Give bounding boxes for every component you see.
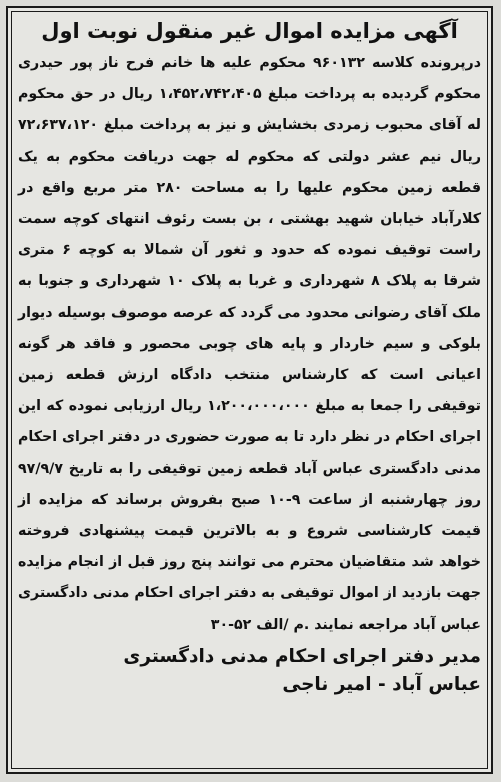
signature-line-1: مدیر دفتر اجرای احکام مدنی دادگستری bbox=[123, 645, 481, 667]
notice-body: درپرونده کلاسه ۹۶۰۱۳۲ محکوم علیه ها خانم فرح ناز پور حیدری محکوم گردیده به پرداخت مبلغ ۱،۴۵۲،۷۴۲،۴۰۵ ریال در حق محکوم له آقای محبوب زمردی بخشایش و نیز به پرداخت مبلغ ۷۲،۶۳۷،۱۲۰ ریال نیم عشر دولتی که محکوم له جهت دریافت محکوم به یک قطعه زمین محکوم علیها را به مساحت ۲۸۰ متر مربع واقع در کلارآباد خیابان شهید بهشتی ، بن بست رئوف انتهای کوچه سمت راست توقیف نموده که حدود و ثغور آن شمالا به کوچه ۶ متری شرقا به پلاک ۸ شهرداری و غربا به پلاک ۱۰ شهرداری و جنوبا به ملک آقای رضوانی محدود می گردد که عرصه موصوف بوسیله دیوار بلوکی و سیم خاردار و پایه های چوبی محصور و فاقد هر گونه اعیانی است که کارشناس منتخب دادگاه ارزش قطعه زمین توقیفی را جمعا به مبلغ ۱،۲۰۰،۰۰۰،۰۰۰ ریال ارزیابی نموده که این اجرای احکام در نظر دارد تا به صورت حضوری در دفتر اجرای احکام مدنی دادگستری عباس آباد قطعه زمین توقیفی را به تاریخ ۹۷/۹/۷ روز چهارشنبه از ساعت ۹-۱۰ صبح بفروش برساند که مزایده از قیمت کارشناسی شروع و به بالاترین قیمت پیشنهادی فروخته خواهد شد متقاضیان محترم می توانند پنج روز قبل از انجام مزایده جهت بازدید از اموال توقیفی به دفتر اجرای احکام مدنی دادگستری عباس آباد مراجعه نمایند .م /الف ۵۲-۳۰ bbox=[18, 55, 482, 633]
auction-notice bbox=[6, 6, 493, 774]
notice-title: آگهی مزایده اموال غیر منقول نوبت اول bbox=[41, 19, 458, 43]
signature-line-2: عباس آباد - امیر ناجی bbox=[282, 673, 481, 695]
signature-block bbox=[18, 643, 481, 699]
